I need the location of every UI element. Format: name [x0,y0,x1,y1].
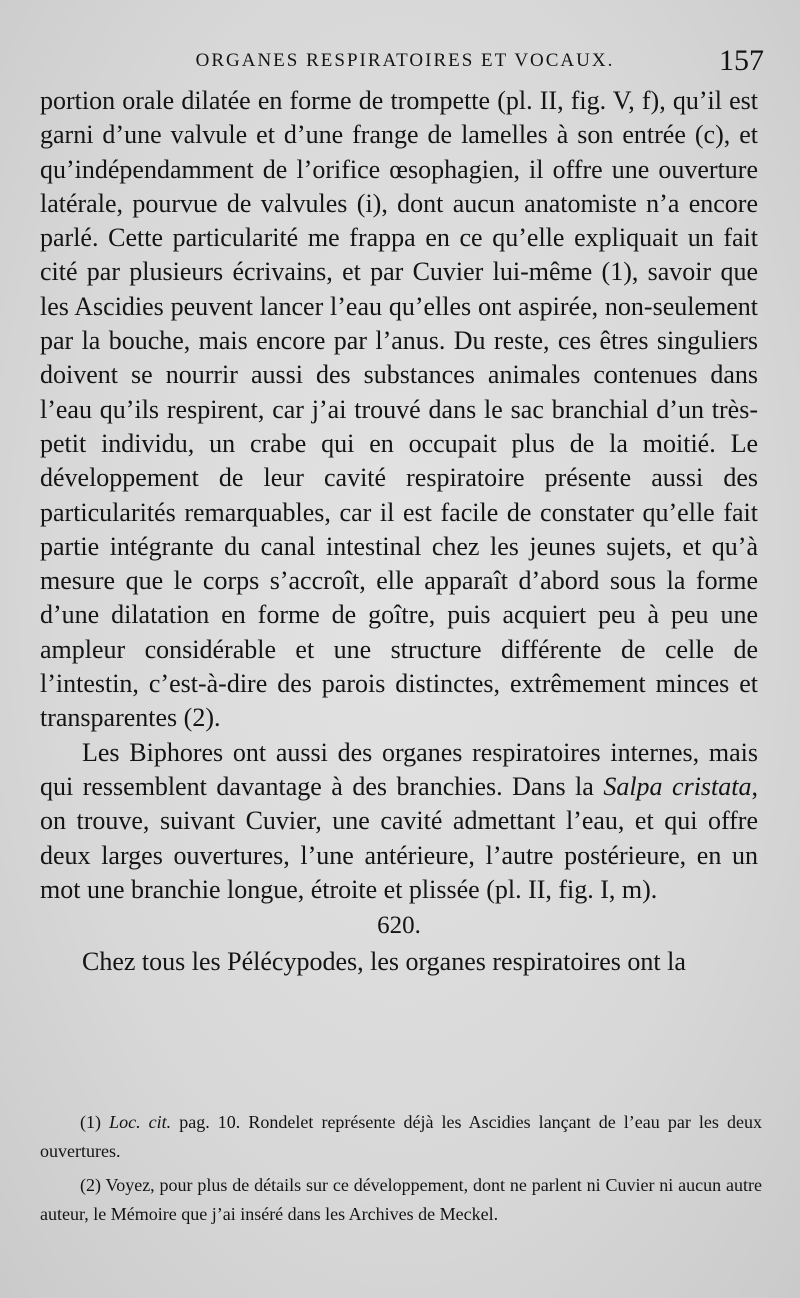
paragraph-1: portion orale dilatée en forme de trompette (pl. II, fig. V, f), qu’il est garni d’une valvule et d’une frange de lamelles à son entrée (c), et qu’indépendamment de l’orifice œsophagien, il offre une ouverture latérale, pourvue de valvules (i), dont aucun anatomiste n’a encore parlé. Cette particularité me frappa en ce qu’elle expliquait un fait cité par plusieurs écrivains, et par Cuvier lui-même (1), savoir que les Ascidies peuvent lancer l’eau qu’elles ont aspirée, non-seulement par la bouche, mais encore par l’anus. Du reste, ces êtres singuliers doivent se nourrir aussi des substances animales contenues dans l’eau qu’ils respirent, car j’ai trouvé dans le sac branchial d’un très-petit individu, un crabe qui en occupait plus de la moitié. Le développement de leur cavité respiratoire présente aussi des particularités remarquables, car il est facile de constater qu’elle fait partie intégrante du canal intestinal chez les jeunes sujets, et qu’à mesure que le corps s’accroît, elle apparaît d’abord sous la forme d’une dilatation en forme de goître, puis acquiert peu à peu une ampleur considérable et une structure différente de celle de l’intestin, c’est-à-dire des parois distinctes, extrêmement minces et transparentes (2). [40,86,758,733]
section-number: 620. [377,912,421,940]
page-header [40,44,770,84]
running-head: ORGANES RESPIRATOIRES ET VOCAUX. [195,50,615,71]
footnote-1 [40,1108,762,1165]
footnote-2: (2) Voyez, pour plus de détails sur ce développement, dont ne parlent ni Cuvier ni aucun autre auteur, le Mémoire que j’ai inséré dans les Archives de Meckel. [40,1175,762,1224]
footnotes [40,1108,762,1228]
paragraph-2-end: , on trouve, suivant Cuvier, une cavité admettant l’eau, et qui offre deux larges ouvertures, l’une antérieure, l’autre postérieure, en un mot une branchie longue, étroite et plissée (pl. II, fig. I, m). [40,771,759,904]
footnote-1-citation: Loc. cit. [109,1112,172,1132]
paragraph-3: Chez tous les Pélécypodes, les organes respiratoires ont la [82,947,686,977]
paragraph-2 [40,736,758,907]
species-name: Salpa cristata [603,771,752,801]
footnote-1-marker: (1) [80,1112,110,1132]
page-number: 157 [719,44,764,77]
footnote-1-text: pag. 10. Rondelet représente déjà les Ascidies lançant de l’eau par les deux ouvertures. [40,1112,762,1161]
paragraph-2-start: Les Biphores ont aussi des organes respiratoires internes, mais qui ressemblent davantage à des branchies. Dans la [40,737,758,801]
body-text [40,84,758,979]
